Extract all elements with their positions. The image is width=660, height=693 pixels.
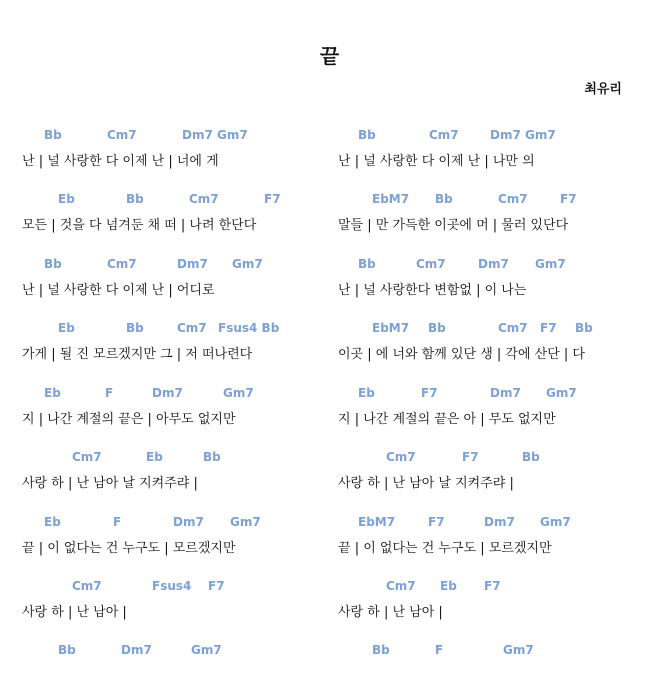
chord-label: Bb [44,128,62,142]
chord-label: Cm7 [189,192,219,206]
chord-label: Bb [428,321,446,335]
chord-label: Bb [372,643,390,657]
chord-label: Eb [44,386,61,400]
lyric-line: 가게 | 될 진 모르겠지만 그 | 저 떠나련다 [22,347,253,362]
right-line-block [338,192,648,242]
lyric-line: 모든 | 것을 다 넘겨둔 채 떠 | 나려 한단다 [22,218,257,233]
chord-label: F7 [428,515,445,529]
artist-name: 최유리 [584,82,622,97]
chord-label: Cm7 [498,321,528,335]
chord-label: Bb [203,450,221,464]
chord-label: Fsus4 [152,579,192,593]
chord-label: Cm7 [386,579,416,593]
left-line-block [22,192,332,242]
chord-label: Fsus4 Bb [218,321,280,335]
chord-label: Bb [435,192,453,206]
chord-label: Cm7 [416,257,446,271]
chord-label: F [113,515,122,529]
right-column [338,0,648,660]
right-line-block [338,579,648,629]
lyric-line: 사랑 하 | 난 남아 날 지켜주랴 | [338,476,514,491]
chord-label: Bb [575,321,593,335]
lyric-line: 말들 | 만 가득한 이곳에 머 | 물러 있단다 [338,218,569,233]
right-line-block [338,515,648,565]
left-line-block [22,643,332,693]
lyric-line: 사랑 하 | 난 남아 | [338,605,443,620]
chord-label: Gm7 [540,515,571,529]
left-line-block [22,257,332,307]
lyric-line: 난 | 널 사랑한 다 이제 난 | 너에 게 [22,154,219,169]
chord-label: Cm7 [72,579,102,593]
left-line-block [22,386,332,436]
chord-label: Cm7 [107,128,137,142]
chord-label: Bb [126,321,144,335]
chord-label: Bb [44,257,62,271]
right-line-block [338,386,648,436]
chord-label: Gm7 [546,386,577,400]
left-line-block [22,321,332,371]
chord-label: EbM7 [372,321,410,335]
chord-label: Gm7 [191,643,222,657]
chord-label: F [435,643,444,657]
chord-label: Cm7 [498,192,528,206]
right-line-block [338,128,648,178]
chord-label: F7 [264,192,281,206]
chord-label: Gm7 [230,515,261,529]
song-title: 끝 [319,44,341,68]
chord-label: Eb [44,515,61,529]
lyric-line: 사랑 하 | 난 남아 날 지켜주랴 | [22,476,198,491]
lyric-line: 지 | 나간 계절의 끝은 | 아무도 없지만 [22,412,236,427]
chord-label: Eb [358,386,375,400]
chord-label: Cm7 [72,450,102,464]
chord-label: Bb [522,450,540,464]
right-line-block [338,257,648,307]
chord-label: Gm7 [503,643,534,657]
chord-label: Dm7 [152,386,183,400]
lyric-line: 끝 | 이 없다는 건 누구도 | 모르겠지만 [22,541,236,556]
lyric-line: 끝 | 이 없다는 건 누구도 | 모르겠지만 [338,541,552,556]
chord-label: Dm7 [478,257,509,271]
right-line-block [338,643,648,693]
lyric-line: 이곳 | 에 너와 함께 있단 생 | 각에 산단 | 다 [338,347,585,362]
chord-label: Dm7 [484,515,515,529]
left-column [22,0,332,660]
chord-label: Eb [58,192,75,206]
chord-label: Dm7 Gm7 [490,128,556,142]
chord-label: Dm7 [121,643,152,657]
chord-label: EbM7 [358,515,396,529]
chord-label: EbM7 [372,192,410,206]
chord-label: Cm7 [429,128,459,142]
chord-label: F7 [421,386,438,400]
chord-label: Dm7 Gm7 [182,128,248,142]
chord-label: F7 [540,321,557,335]
chord-label: Gm7 [535,257,566,271]
chord-label: Dm7 [177,257,208,271]
chord-label: Dm7 [173,515,204,529]
lyric-line: 난 | 널 사랑한 다 이제 난 | 어디로 [22,283,215,298]
chord-label: Gm7 [223,386,254,400]
lyric-line: 지 | 나간 계절의 끝은 아 | 무도 없지만 [338,412,556,427]
left-line-block [22,579,332,629]
left-line-block [22,128,332,178]
chord-label: Gm7 [232,257,263,271]
chord-label: Bb [358,128,376,142]
right-line-block [338,321,648,371]
chord-label: Eb [440,579,457,593]
chord-label: F7 [462,450,479,464]
chord-label: F7 [484,579,501,593]
right-line-block [338,450,648,500]
chord-label: F [105,386,114,400]
chord-label: Bb [58,643,76,657]
chord-label: Eb [146,450,163,464]
chord-label: F7 [560,192,577,206]
chord-label: Cm7 [177,321,207,335]
left-line-block [22,450,332,500]
chord-label: Bb [358,257,376,271]
lyric-line: 난 | 널 사랑한 다 이제 난 | 나만 의 [338,154,535,169]
lyric-line: 난 | 널 사랑한다 변함없 | 이 나는 [338,283,527,298]
chord-label: Dm7 [490,386,521,400]
chord-label: Bb [126,192,144,206]
chord-label: Cm7 [107,257,137,271]
chord-label: Cm7 [386,450,416,464]
lyric-line: 사랑 하 | 난 남아 | [22,605,127,620]
chord-label: F7 [208,579,225,593]
left-line-block [22,515,332,565]
chord-label: Eb [58,321,75,335]
